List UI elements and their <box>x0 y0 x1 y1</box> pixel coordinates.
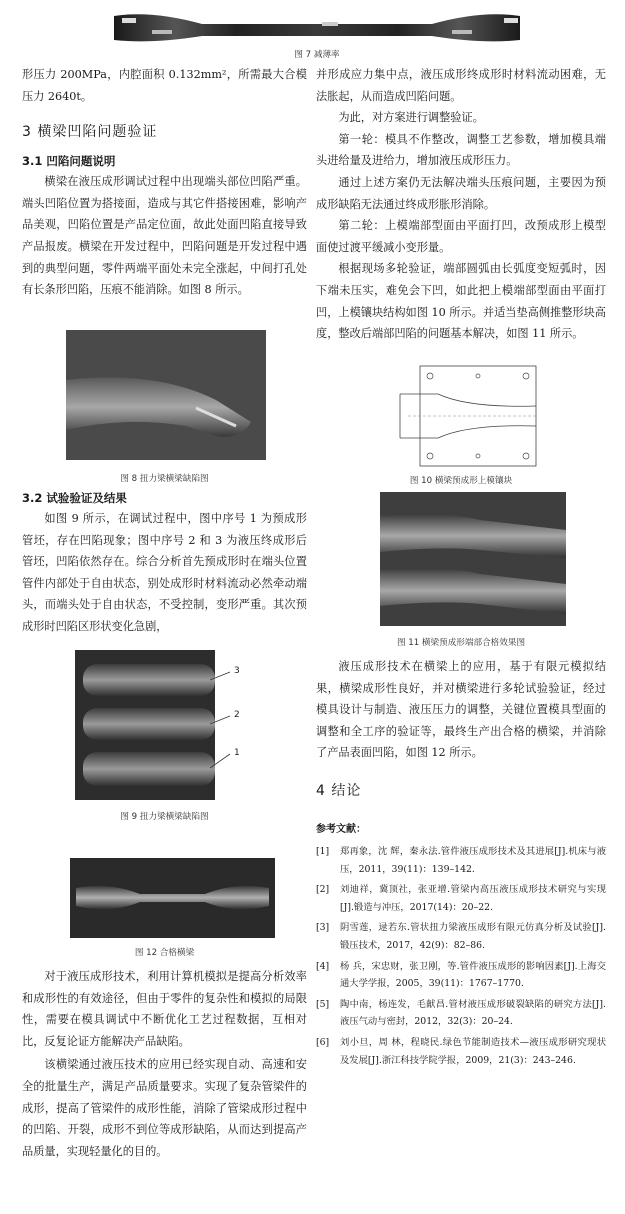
paragraph-r5: 第二轮：上模端部型面由平面打凹，改预成形上模型面使过渡平缓减小变形量。 <box>316 219 606 254</box>
figure-9-label-2: 2 <box>234 710 240 720</box>
figure-10-drawing <box>398 364 538 468</box>
reference-item: [5] 陶中南，杨连发，毛献昌.管材液压成形破裂缺陷的研究方法[J].液压气动与密封，2012，32(3)：20–24. <box>316 998 606 1028</box>
figure-9-label-3: 3 <box>234 666 240 676</box>
figure-9-label-1: 1 <box>234 748 240 758</box>
figure-11-caption: 图 11 横梁预成形端部合格效果图 <box>396 638 526 648</box>
paragraph-r3: 第一轮：模具不作整改，调整工艺参数，增加模具端头进给量及进给力，增加液压成形压力。 <box>316 132 606 168</box>
paragraph-bottom-1: 对于液压成形技术，利用计算机模拟是提高分析效率和成形性的有效途径，但由于零件的复杂性和模拟的局限性，需要在模具调试中不断优化工艺过程数据，互相对比，反复论证方能解决产品缺陷。 <box>22 970 307 1048</box>
paragraph-bottom-2: 该横梁通过液压技术的应用已经实现自动、高速和安全的批量生产，满足产品质量要求。实现了复杂管梁件的成形，提高了管梁件的成形性能，消除了管梁成形过程中的凹陷、开裂，成形不到位等成形缺陷，从而达到提高产品质量，实现轻量化的目的。 <box>22 1058 307 1158</box>
paragraph-r6: 根据现场多轮验证，端部圆弧由长弧度变短弧时，因下端未压实，难免会下凹，如此把上模端部型面由平面打凹，上模镶块结构如图 10 所示。并适当垫高侧推整形块高度，整改后端部凹陷的问题基本解决，如图 11 所示。 <box>316 262 606 341</box>
paragraph-r4: 通过上述方案仍无法解决端头压痕问题，主要因为预成形缺陷无法通过终成形胀形消除。 <box>316 175 606 211</box>
figure-9-leader-lines <box>210 650 310 800</box>
left-column-3 <box>22 966 307 1162</box>
figure-7 <box>112 6 522 46</box>
figure-9-photo <box>75 650 215 800</box>
paragraph-r1: 并形成应力集中点，液压成形终成形时材料流动困难，无法胀起，从而造成凹陷问题。 <box>316 68 606 103</box>
figure-12-caption: 图 12 合格横梁 <box>134 948 195 958</box>
paragraph-r7: 液压成形技术在横梁上的应用，基于有限元模拟结果，横梁成形性良好，并对横梁进行多轮试验验证，经过模具设计与制造、液压压力的调整，关键位置模具型面的调整和全工序的验证等，最终生产出合格的横梁，并消除了产品表面凹陷，如图 12 所示。 <box>316 660 606 760</box>
subsection-3-2-heading: 3.2 试验验证及结果 <box>22 491 127 505</box>
figure-12-photo <box>70 858 275 938</box>
section-4-heading: 4 结论 <box>316 782 362 799</box>
figure-11-photo <box>380 492 566 626</box>
paragraph-top-left: 形压力 200MPa，内腔面积 0.132mm²，所需最大合模压力 2640t。 <box>22 68 307 103</box>
paragraph-3-2: 如图 9 所示，在调试过程中，图中序号 1 为预成形管坯，存在凹陷现象；图中序号 2 和 3 为液压终成形后管坯，凹陷依然存在。综合分析首先预成形时在端头位置管件内部处于自由状态，别处成形时材料流动必然牵动端头，而端头处于自由状态，不受控制，变形严重。其次预成形时凹陷区形状变化急剧， <box>22 512 307 633</box>
figure-7-caption: 图 7 减薄率 <box>294 50 340 60</box>
figure-9-caption: 图 9 扭力梁横梁缺陷图 <box>120 812 209 822</box>
reference-item: [1] 郑再象，沈 辉，秦永法.管件液压成形技术及其进展[J].机床与液压，2011，39(11)：139–142. <box>316 845 606 875</box>
left-column <box>22 64 307 301</box>
reference-item: [4] 杨 兵，宋忠财，张卫刚，等.管件液压成形的影响因素[J].上海交通大学学报，2005，39(11)：1767–1770. <box>316 960 606 990</box>
figure-10-caption: 图 10 横梁预成形上模镶块 <box>409 476 513 486</box>
section-3-heading: 3 横梁凹陷问题验证 <box>22 124 158 141</box>
figure-11-image <box>380 492 566 626</box>
paragraph-r2: 为此，对方案进行调整验证。 <box>338 111 484 125</box>
left-column-2 <box>22 490 307 638</box>
references-heading: 参考文献： <box>316 823 366 835</box>
figure-8-image <box>66 330 266 460</box>
figure-8-caption: 图 8 扭力梁横梁缺陷图 <box>120 474 209 484</box>
figure-8-photo <box>66 330 266 460</box>
figure-10-image <box>398 364 538 468</box>
right-column-2 <box>316 656 606 1072</box>
reference-item: [3] 阴雪莲，逯若东.管状扭力梁液压成形有限元仿真分析及试验[J].锻压技术，2017，42(9)：82–86. <box>316 922 606 951</box>
subsection-3-1-heading: 3.1 凹陷问题说明 <box>22 154 116 169</box>
reference-item: [6] 刘小旦，周 林，程晓民.绿色节能制造技术—液压成形研究现状及发展[J].浙江科技学院学报，2009，21(3)：243–246. <box>316 1036 606 1066</box>
figure-9-image <box>75 650 215 800</box>
paragraph-3-1: 横梁在液压成形调试过程中出现端头部位凹陷严重。端头凹陷位置为搭接面，造成与其它件搭接困难，影响产品美观，凹陷位置是产品定位面，故此处面凹陷直接导致产品报废。横梁在开发过程中，凹陷问题是开发过程中遇到的典型问题，零件两端平面处未完全涨起，中间打孔处有长条形凹陷，压痕不能消除。如图 8 所示。 <box>22 175 307 297</box>
references-list <box>316 843 606 1069</box>
reference-item: [2] 刘迪祥，冀顶社，张亚增.管梁内高压液压成形技术研究与实现[J].锻造与冲压，2017(14)：20–22. <box>316 884 606 913</box>
figure-7-contour-image <box>112 6 522 46</box>
right-column <box>316 64 606 345</box>
figure-12-image <box>70 858 275 938</box>
